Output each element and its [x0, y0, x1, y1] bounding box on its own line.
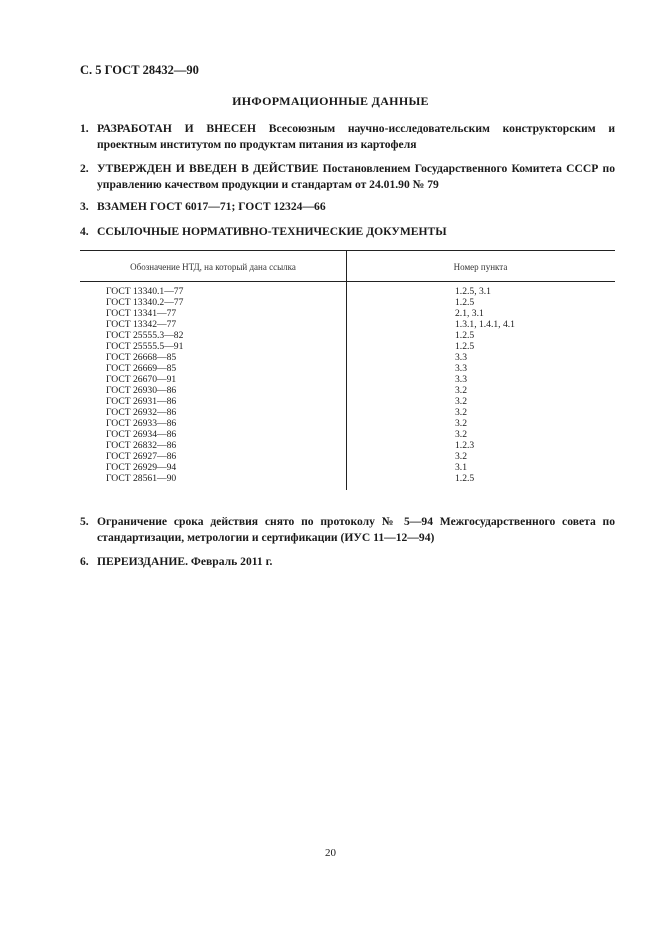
item-number: 5.: [80, 515, 89, 528]
cell-clause: 3.2: [455, 429, 467, 440]
cell-document: ГОСТ 25555.5—91: [106, 341, 184, 352]
section-title: ИНФОРМАЦИОННЫЕ ДАННЫЕ: [232, 94, 429, 108]
cell-document: ГОСТ 25555.3—82: [106, 330, 184, 341]
cell-document: ГОСТ 13342—77: [106, 319, 177, 330]
cell-document: ГОСТ 13340.2—77: [106, 297, 184, 308]
item-number: 1.: [80, 122, 89, 135]
item-number: 3.: [80, 200, 89, 213]
table-row: [80, 352, 615, 363]
item-lead: РАЗРАБОТАН И ВНЕСЕН: [97, 122, 257, 135]
info-item-5: [80, 514, 615, 545]
item-text: Ограничение срока действия снято по протоколу № 5—94 Межгосударственного совета по стандартизации, метрологии и сертификации (ИУС 11—12—94): [97, 515, 615, 544]
cell-document: ГОСТ 26927—86: [106, 451, 177, 462]
table-row: [80, 341, 615, 352]
cell-clause: 3.3: [455, 352, 467, 363]
cell-clause: 3.2: [455, 451, 467, 462]
table-row: [80, 473, 615, 484]
table-top-rule: [80, 250, 615, 251]
item-number: 6.: [80, 555, 89, 568]
info-item-2: [80, 161, 615, 192]
table-row: [80, 451, 615, 462]
table-row: [80, 429, 615, 440]
item-text: Постановлением Государственного Комитета СССР по управлению качеством продукции и стандартам от 24.01.90 № 79: [97, 162, 616, 191]
info-item-3: [80, 199, 615, 215]
info-item-6: [80, 554, 615, 570]
cell-clause: 1.3.1, 1.4.1, 4.1: [455, 319, 515, 330]
cell-document: ГОСТ 26933—86: [106, 418, 177, 429]
table-header-clause: Номер пункта: [453, 262, 508, 272]
table-header-rule: [80, 281, 615, 282]
table-row: [80, 319, 615, 330]
info-item-4: [80, 224, 615, 240]
cell-clause: 3.2: [455, 385, 467, 396]
item-lead: УТВЕРЖДЕН И ВВЕДЕН В ДЕЙСТВИЕ: [97, 162, 319, 175]
cell-clause: 1.2.5: [455, 297, 475, 308]
item-lead: ПЕРЕИЗДАНИЕ. Февраль 2011 г.: [97, 555, 273, 568]
cell-clause: 1.2.3: [455, 440, 475, 451]
cell-document: ГОСТ 28561—90: [106, 473, 177, 484]
table-row: [80, 286, 615, 297]
cell-document: ГОСТ 13341—77: [106, 308, 177, 319]
table-row: [80, 385, 615, 396]
cell-clause: 1.2.5: [455, 473, 475, 484]
cell-clause: 3.2: [455, 407, 467, 418]
table-header-document: Обозначение НТД, на который дана ссылка: [130, 262, 296, 272]
item-number: 4.: [80, 225, 89, 238]
cell-document: ГОСТ 26934—86: [106, 429, 177, 440]
cell-document: ГОСТ 26668—85: [106, 352, 177, 363]
table-body: [80, 286, 615, 484]
info-item-1: [80, 121, 615, 152]
item-text: Всесоюзным научно-исследовательским конструкторским и проектным институтом по продуктам питания из картофеля: [97, 122, 616, 151]
table-row: [80, 418, 615, 429]
item-lead: ССЫЛОЧНЫЕ НОРМАТИВНО-ТЕХНИЧЕСКИЕ ДОКУМЕНТЫ: [97, 225, 447, 238]
cell-clause: 2.1, 3.1: [455, 308, 484, 319]
page-number: 20: [325, 847, 336, 859]
cell-document: ГОСТ 26929—94: [106, 462, 177, 473]
reference-table: [80, 250, 615, 490]
table-row: [80, 440, 615, 451]
page-header: С. 5 ГОСТ 28432—90: [80, 63, 199, 77]
cell-document: ГОСТ 26931—86: [106, 396, 177, 407]
cell-clause: 1.2.5, 3.1: [455, 286, 491, 297]
table-row: [80, 363, 615, 374]
table-row: [80, 407, 615, 418]
item-lead: ВЗАМЕН ГОСТ 6017—71; ГОСТ 12324—66: [97, 200, 326, 213]
cell-document: ГОСТ 13340.1—77: [106, 286, 184, 297]
cell-clause: 3.3: [455, 363, 467, 374]
cell-clause: 3.2: [455, 418, 467, 429]
cell-clause: 3.2: [455, 396, 467, 407]
cell-clause: 1.2.5: [455, 330, 475, 341]
cell-document: ГОСТ 26930—86: [106, 385, 177, 396]
cell-document: ГОСТ 26832—86: [106, 440, 177, 451]
cell-clause: 3.1: [455, 462, 467, 473]
table-row: [80, 396, 615, 407]
table-row: [80, 297, 615, 308]
cell-clause: 1.2.5: [455, 341, 475, 352]
table-row: [80, 308, 615, 319]
table-row: [80, 330, 615, 341]
cell-clause: 3.3: [455, 374, 467, 385]
item-number: 2.: [80, 162, 89, 175]
cell-document: ГОСТ 26669—85: [106, 363, 177, 374]
table-row: [80, 374, 615, 385]
cell-document: ГОСТ 26932—86: [106, 407, 177, 418]
cell-document: ГОСТ 26670—91: [106, 374, 177, 385]
table-row: [80, 462, 615, 473]
